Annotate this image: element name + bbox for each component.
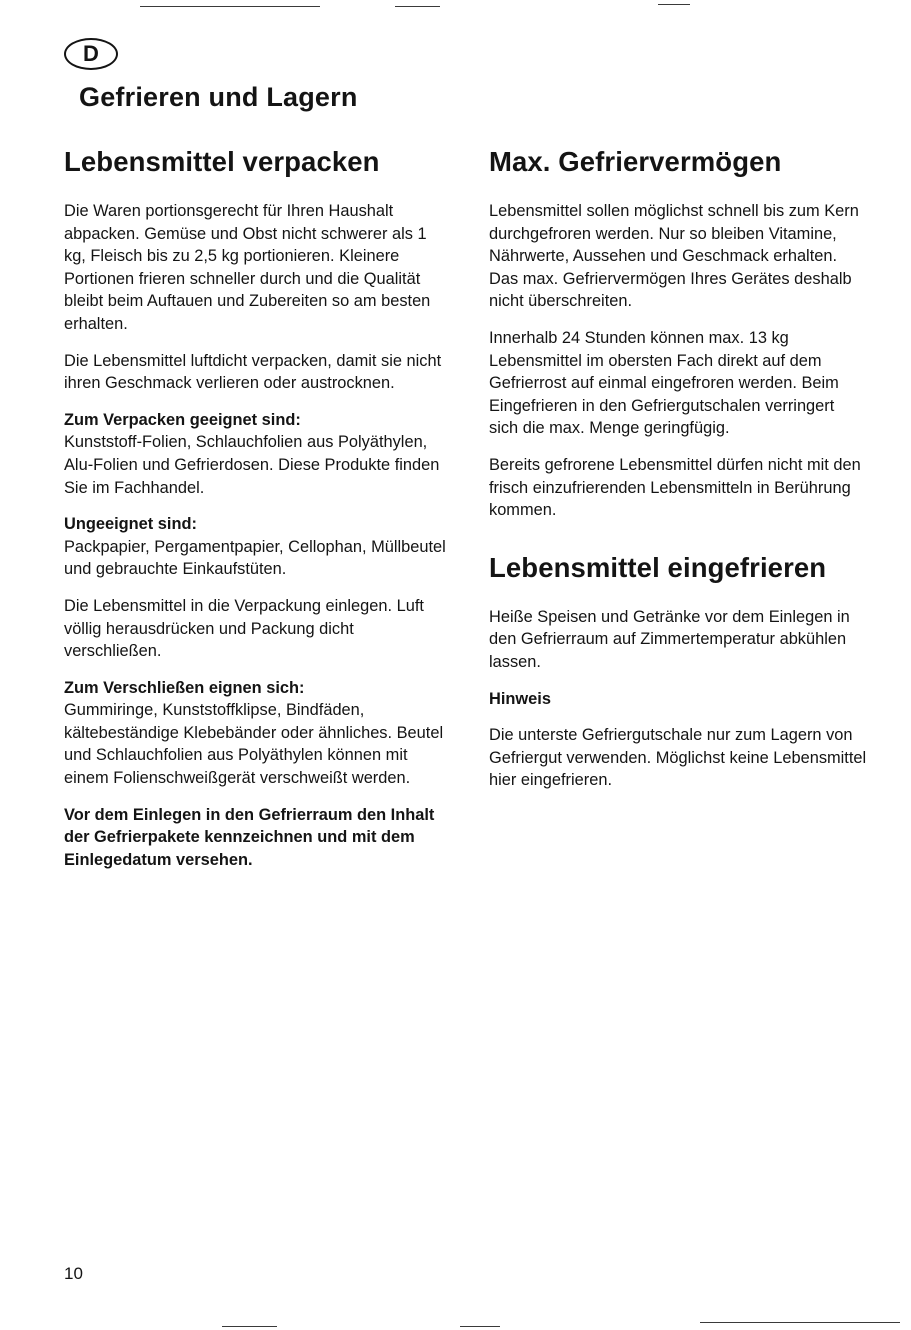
country-code-badge [64, 38, 118, 70]
scan-line-bottom-3 [700, 1322, 900, 1323]
note-heading: Hinweis [489, 689, 551, 708]
cooling-paragraph: Heiße Speisen und Getränke vor dem Einlegen in den Gefrierraum auf Zimmertemperatur abkühlen lassen. [489, 607, 850, 671]
unsuitable-materials-heading: Ungeeignet sind: [64, 515, 197, 534]
unsuitable-materials-text: Packpapier, Pergamentpapier, Cellophan, Müllbeutel und gebrauchte Einkaufstüten. [64, 537, 446, 579]
packing-paragraph: Die Lebensmittel in die Verpackung einlegen. Luft völlig herausdrücken und Packung dicht verschließen. [64, 596, 424, 661]
page-title: Gefrieren und Lagern [79, 82, 358, 112]
scan-line-bottom-2 [460, 1326, 500, 1327]
capacity-paragraph-3: Bereits gefrorene Lebensmittel dürfen nicht mit den frisch einzufrierenden Lebensmitteln in Berührung kommen. [489, 455, 861, 520]
heading-packaging: Lebensmittel verpacken [64, 146, 380, 177]
labeling-note: Vor dem Einlegen in den Gefrierraum den Inhalt der Gefrierpakete kennzeichnen und mit dem Einlegedatum versehen. [64, 805, 435, 869]
portioning-paragraph: Die Waren portionsgerecht für Ihren Haushalt abpacken. Gemüse und Obst nicht schwerer als 1 kg, Fleisch bis zu 2,5 kg portionieren. Kleinere Portionen frieren schneller durch und die Qualität bleibt beim Auftauen und Zubereiten so am besten erhalten. [64, 202, 431, 333]
closing-materials-text: Gummiringe, Kunststoffklipse, Bindfäden, kältebeständige Klebebänder oder ähnliches. Beutel und Schlauchfolien aus Polyäthylen können mit einem Folienschweißgerät verschweißt werden. [64, 701, 444, 788]
left-column [64, 142, 446, 885]
closing-materials [64, 677, 446, 790]
heading-freezing-capacity: Max. Gefriervermögen [489, 146, 782, 177]
heading-freezing-food: Lebensmittel eingefrieren [489, 551, 827, 583]
closing-materials-heading: Zum Verschließen eignen sich: [64, 678, 305, 697]
capacity-paragraph-1: Lebensmittel sollen möglichst schnell bis zum Kern durchgefroren werden. Nur so bleiben Vitamine, Nährwerte, Aussehen und Geschmack erhalten. Das max. Gefriervermögen Ihres Gerätes deshalb nicht überschreiten. [489, 202, 859, 311]
scan-line-top-2 [395, 6, 440, 7]
unsuitable-materials [64, 513, 446, 581]
country-code-text: D [83, 41, 99, 66]
right-column [489, 142, 867, 806]
note-paragraph: Die unterste Gefriergutschale nur zum Lagern von Gefriergut verwenden. Möglichst keine Lebensmittel hier eingefrieren. [489, 726, 867, 790]
scan-line-top-3 [658, 4, 690, 5]
scan-line-bottom-1 [222, 1326, 277, 1327]
airtight-paragraph: Die Lebensmittel luftdicht verpacken, damit sie nicht ihren Geschmack verlieren oder austrocknen. [64, 351, 442, 393]
suitable-materials-text: Kunststoff-Folien, Schlauchfolien aus Polyäthylen, Alu-Folien und Gefrierdosen. Diese Produkte finden Sie im Fachhandel. [64, 433, 440, 497]
suitable-materials [64, 409, 446, 499]
capacity-paragraph-2: Innerhalb 24 Stunden können max. 13 kg Lebensmittel im obersten Fach direkt auf dem Gefrierrost auf einmal eingefroren werden. Beim Eingefrieren in den Gefriergutschalen verringert sich die max. Menge geringfügig. [489, 328, 839, 438]
suitable-materials-heading: Zum Verpacken geeignet sind: [64, 410, 301, 429]
scan-line-top-1 [140, 6, 320, 7]
page-number: 10 [64, 1264, 83, 1283]
